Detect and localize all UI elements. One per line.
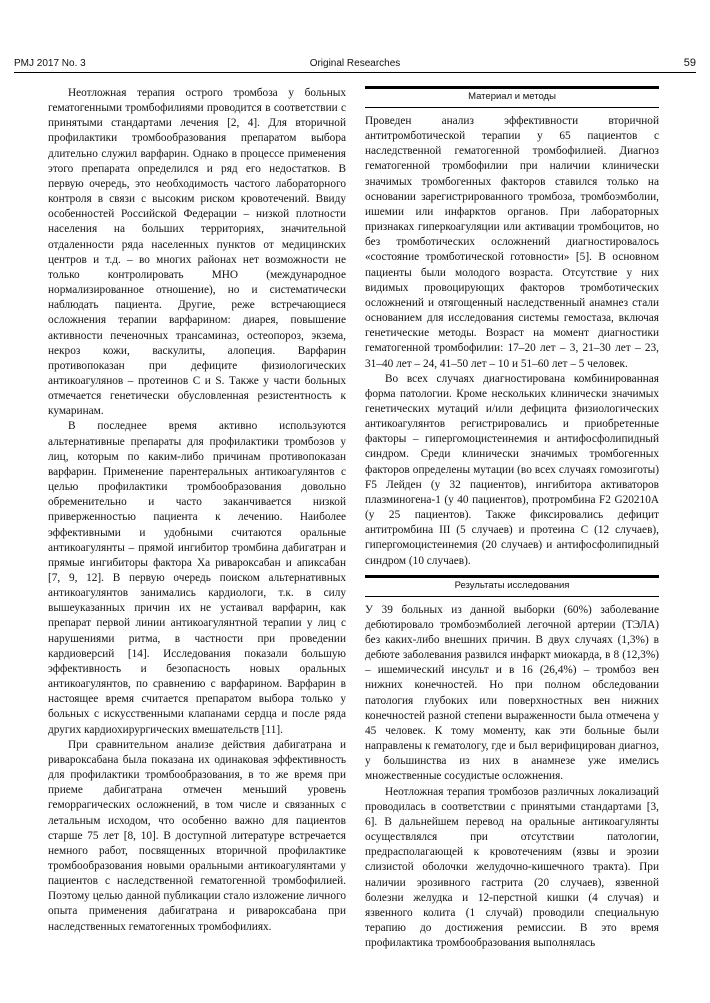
section-heading-results xyxy=(365,575,659,597)
page-number: 59 xyxy=(683,57,696,69)
heading-rule-top xyxy=(365,575,659,578)
paragraph: У 39 больных из данной выборки (60%) заболевание дебютировало тромбоэмболией легочной артерии (ТЭЛА) без каких-либо внешних причин. В двух случаях (1,3%) в дебюте заболевания развился инфаркт миокарда, в 8 (12,3%) – ишемический инсульт и в 16 (26,4%) – тромбоз вен нижних конечностей. Но при полном обследовании патология глубоких или поверхностных вен нижних конечностей разной степени выраженности была отмечена у 45 человек. К тому моменту, как эти больные были направлены к гематологу, где и был верифицирован диагноз, у большинства из них в анамнезе уже имелись множественные сосудистые осложнения. xyxy=(365,603,659,783)
left-column xyxy=(48,86,346,935)
journal-issue: PMJ 2017 No. 3 xyxy=(14,58,86,69)
heading-rule-top xyxy=(365,86,659,89)
right-column xyxy=(365,86,659,951)
heading-rule-bottom xyxy=(365,107,659,108)
section-title: Материал и методы xyxy=(468,91,556,102)
header-rule xyxy=(14,72,696,73)
section-label: Original Researches xyxy=(309,58,401,69)
paragraph: Проведен анализ эффективности вторичной антитромботической терапии у 65 пациентов с наследственной гематогенной тромбофилией. Диагноз гематогенной тромбофилии при наличии клинически значимых тромбогенных факторов ставился только на основании зарегистрированного тромбоза, тромбоэмболии, ишемии или инфарктов органов. При лабораторных признаках гиперкоагуляции или активации тромбоцитов, но без тромботических осложнений диагностировалось «состояние тромботической готовности» [5]. В основном пациенты были молодого возраста. Отсутствие у них видимых провоцирующих факторов тромботических осложнений и отягощенный наследственный анамнез стали основанием для исследования системы гемостаза, включая генетические методы. Возраст на момент диагностики гематогенной тромбофилии: 17–20 лет – 3, 21–30 лет – 23, 31–40 лет – 24, 41–50 лет – 10 и 51–60 лет – 5 человек. xyxy=(365,115,659,370)
paragraph: В последнее время активно используются альтернативные препараты для профилактики тромбозов у лиц, которым по каким-либо причинам противопоказан варфарин. Применение парентеральных антикоагулянтов с целью профилактики тромбообразования довольно обременительно и часто заканчивается низкой приверженностью пациента к лечению. Наиболее эффективными и удобными считаются оральные антикоагулянты – прямой ингибитор тромбина дабигатран и прямые ингибиторы фактора Ха ривароксабан и апиксабан [7, 9, 12]. В первую очередь поиском альтернативных антикоагулянтов занимались кардиологи, т.к. в силу вышеуказанных причин их не устаивал варфарин, как препарат первой линии антикоагулянтной терапии у лиц с нарушениями ритма, в частности при проведении кардиоверсий [14]. Исследования показали большую эффективность и безопасность новых оральных антикоагулянтов, по сравнению с варфарином. Варфарин в настоящее время считается препаратом выбора только у больных с искусственными клапанами сердца и после ряда других кардиохирургических вмешательств [11]. xyxy=(48,420,346,736)
paragraph: При сравнительном анализе действия дабигатрана и ривароксабана была показана их одинаковая эффективность для профилактики тромбообразования, в то же время при приеме дабигатрана отмечен меньший уровень геморрагических осложнений, в том числе и связанных с летальным исходом, что особенно важно для пациентов старше 75 лет [8, 10]. В доступной литературе встречается немного работ, посвященных вторичной профилактике тромбообразования новыми оральными антикоагулянтами у пациентов с наследственной гематогенной тромбофилией. Поэтому целью данной публикации стало изложение личного опыта применения дабигатрана и ривароксабана при наследственных гематогенных тромбофилиях. xyxy=(48,738,346,933)
section-heading-methods xyxy=(365,86,659,108)
section-title: Результаты исследования xyxy=(454,579,570,591)
paragraph: Неотложная терапия острого тромбоза у больных гематогенными тромбофилиями проводится в соответствии с принятыми стандартами лечения [2, 4]. Для вторичной профилактики тромбообразования препаратом выбора длительно служил варфарин. Однако в процессе применения этого препарата определился и ряд его недостатков. В первую очередь, это необходимость частого лабораторного контроля в связи с высоким риском кровотечений. Ввиду особенностей Российской Федерации – низкой плотности населения на больших территориях, значительной отдаленности ряда населенных пунктов от медицинских центров и т.д. – во многих районах нет возможности не только контролировать МНО (международное нормализированное отношение), но и систематически наблюдать пациента. Другие, реже встречающиеся осложнения терапии варфарином: диарея, повышение активности печеночных трансаминаз, остеопороз, экзема, некроз кожи, васкулиты, алопеция. Варфарин противопоказан при дефиците физиологических антикоагулянов – протеинов С и S. Также у части больных отмечается генетически обусловленная резистентность к кумаринам. xyxy=(48,87,346,418)
running-header xyxy=(14,56,696,76)
paragraph: Во всех случаях диагностирована комбинированная форма патологии. Кроме нескольких клинически значимых генетических мутаций и/или дефицита физиологических антикоагулянтов регистрировались и приобретенные факторы – гипергомоцистеинемия и антифосфолипидный синдром. Среди клинически значимых тромбогенных факторов определены мутации (во всех случаях гомозиготы) F5 Лейден (у 32 пациентов), ингибитора активаторов плазминогена-1 (у 40 пациентов), протромбина F2 G20210A (у 25 пациентов). Также фиксировались дефицит антитромбина III (5 случаев) и протеина С (12 случаев), гипергомоцистеинемия (20 случаев) и антифосфолипидный синдром (10 случаев). xyxy=(365,372,659,567)
heading-rule-bottom xyxy=(365,596,659,597)
paragraph: Неотложная терапия тромбозов различных локализаций проводилась в соответствии с принятыми стандартами [3, 6]. В дальнейшем перевод на оральные антикоагулянты осуществлялся при отсутствии патологии, предрасполагающей к кровотечениям (язвы и эрозии слизистой оболочки желудочно-кишечного тракта). При наличии эрозивного гастрита (20 случаев), язвенной болезни желудка и 12-перстной кишки (4 случая) и язвенного колита (1 случай) проводили специальную терапию до достижения ремиссии. В это время профилактика тромбообразования выполнялась xyxy=(365,785,659,950)
